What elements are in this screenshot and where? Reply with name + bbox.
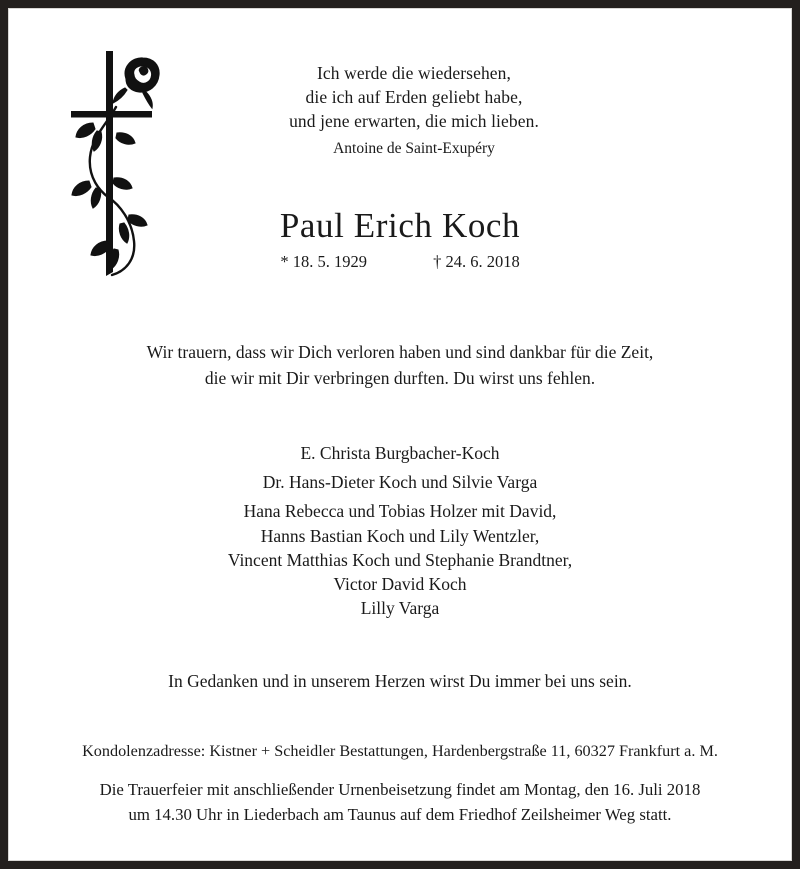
family-member: Hana Rebecca und Tobias Holzer mit David, <box>243 501 557 522</box>
family-members-list <box>9 441 791 620</box>
quote-line-3: und jene erwarten, die mich lieben. <box>289 111 539 131</box>
family-member: Lilly Varga <box>360 598 440 619</box>
family-member: Victor David Koch <box>333 574 467 595</box>
family-member: Vincent Matthias Koch und Stephanie Brandtner, <box>227 549 573 570</box>
funeral-line-1: Die Trauerfeier mit anschließender Urnenbeisetzung findet am Montag, den 16. Juli 2018 <box>99 780 701 799</box>
deceased-name: Paul Erich Koch <box>279 206 521 245</box>
deceased-identity <box>9 205 791 273</box>
mourning-line-1: Wir trauern, dass wir Dich verloren haben und sind dankbar für die Zeit, <box>146 342 654 362</box>
mourning-line-2: die wir mit Dir verbringen durften. Du wirst uns fehlen. <box>204 368 596 388</box>
funeral-line-2: um 14.30 Uhr in Liederbach am Taunus auf dem Friedhof Zeilsheimer Weg statt. <box>128 805 672 824</box>
quote-line-2: die ich auf Erden geliebt habe, <box>305 87 523 107</box>
remembrance-line: In Gedanken und in unserem Herzen wirst Du immer bei uns sein. <box>168 671 632 691</box>
memorial-quote <box>199 61 629 160</box>
condolence-line: Kondolenzadresse: Kistner + Scheidler Bestattungen, Hardenbergstraße 11, 60327 Frankfurt a. M. <box>82 742 718 760</box>
family-member: Dr. Hans-Dieter Koch und Silvie Varga <box>262 472 538 493</box>
birth-date: * 18. 5. 1929 <box>280 252 367 271</box>
death-date: † 24. 6. 2018 <box>433 252 520 271</box>
quote-line-1: Ich werde die wiedersehen, <box>316 63 512 83</box>
family-member: Hanns Bastian Koch und Lily Wentzler, <box>260 525 540 546</box>
remembrance-message <box>9 668 791 694</box>
mourning-message <box>9 339 791 391</box>
condolence-address <box>9 739 791 763</box>
obituary-notice <box>8 8 792 861</box>
life-dates <box>9 251 791 273</box>
family-member: E. Christa Burgbacher-Koch <box>300 443 500 463</box>
funeral-details <box>9 777 791 827</box>
quote-author: Antoine de Saint-Exupéry <box>333 140 495 157</box>
